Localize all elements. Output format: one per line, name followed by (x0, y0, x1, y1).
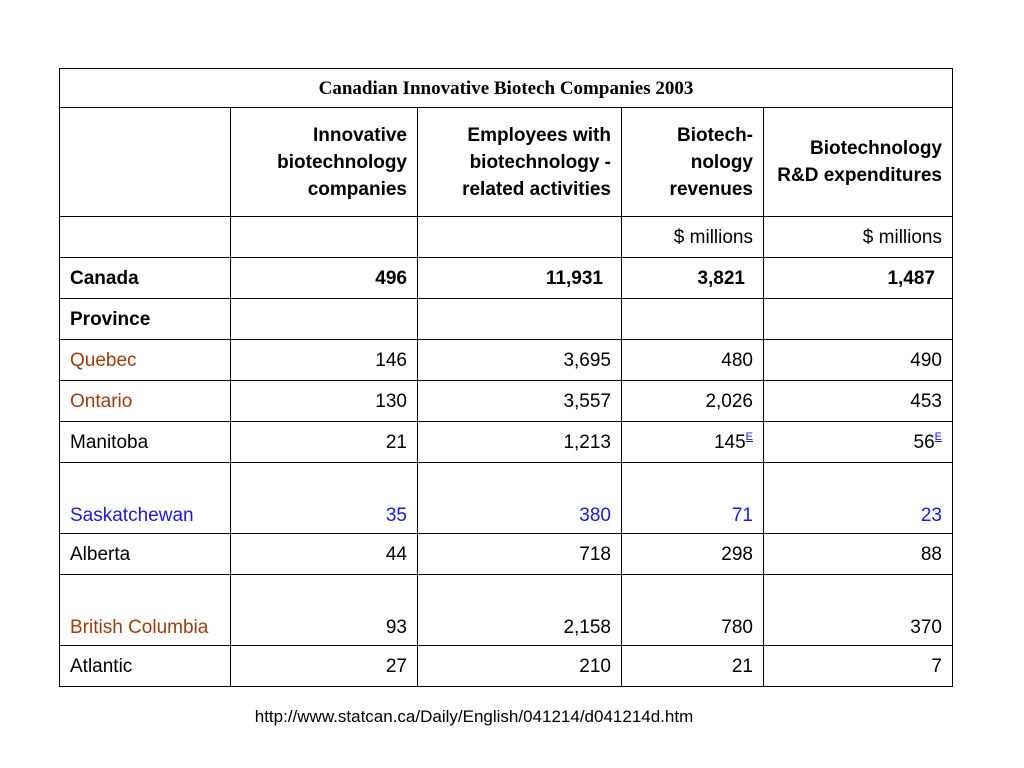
value-text: 56 (913, 431, 935, 453)
cell-revenues: 21 (622, 646, 764, 687)
header-rd-expenditures: Biotechnology R&D expenditures (764, 108, 953, 217)
cell-rd-expenditures: 23 (764, 463, 953, 534)
table-row (60, 422, 953, 463)
unit-rd-expenditures: $ millions (764, 217, 953, 258)
cell-companies: 496 (231, 258, 418, 299)
cell-revenues: 480 (622, 340, 764, 381)
cell-companies: 44 (231, 534, 418, 575)
cell-companies: 35 (231, 463, 418, 534)
row-label: Alberta (60, 534, 231, 575)
header-row (60, 108, 953, 217)
cell-employees: 11,931 (418, 258, 622, 299)
cell-revenues: 298 (622, 534, 764, 575)
source-url-line (0, 706, 1024, 728)
unit-cell (231, 217, 418, 258)
header-revenues: Biotech-nology revenues (622, 108, 764, 217)
empty-cell (622, 299, 764, 340)
cell-employees: 2,158 (418, 575, 622, 646)
estimate-flag-link[interactable]: E (934, 430, 942, 443)
cell-companies: 130 (231, 381, 418, 422)
cell-rd-expenditures: 370 (764, 575, 953, 646)
cell-revenues: 2,026 (622, 381, 764, 422)
table-row (60, 534, 953, 575)
header-empty (60, 108, 231, 217)
row-label: Saskatchewan (60, 463, 231, 534)
cell-employees: 380 (418, 463, 622, 534)
cell-companies: 21 (231, 422, 418, 463)
cell-rd-expenditures: 88 (764, 534, 953, 575)
row-label: Canada (60, 258, 231, 299)
province-heading: Province (60, 299, 231, 340)
empty-cell (764, 299, 953, 340)
unit-revenues: $ millions (622, 217, 764, 258)
table-row (60, 381, 953, 422)
table-row (60, 463, 953, 534)
source-url[interactable]: http://www.statcan.ca/Daily/English/041214/d041214d.htm (254, 707, 694, 726)
unit-cell (418, 217, 622, 258)
cell-companies: 146 (231, 340, 418, 381)
table-row (60, 646, 953, 687)
cell-companies: 93 (231, 575, 418, 646)
cell-rd-expenditures (764, 422, 953, 463)
row-label: Quebec (60, 340, 231, 381)
table-row (60, 575, 953, 646)
estimate-flag-link[interactable]: E (745, 430, 753, 443)
cell-revenues: 780 (622, 575, 764, 646)
title-row (60, 69, 953, 108)
cell-revenues: 3,821 (622, 258, 764, 299)
cell-companies: 27 (231, 646, 418, 687)
cell-employees: 3,695 (418, 340, 622, 381)
biotech-table (59, 68, 953, 687)
cell-rd-expenditures: 7 (764, 646, 953, 687)
cell-revenues (622, 422, 764, 463)
cell-employees: 210 (418, 646, 622, 687)
cell-employees: 3,557 (418, 381, 622, 422)
header-companies: Innovative biotechnology companies (231, 108, 418, 217)
empty-cell (418, 299, 622, 340)
cell-employees: 718 (418, 534, 622, 575)
province-heading-row (60, 299, 953, 340)
units-row (60, 217, 953, 258)
cell-rd-expenditures: 1,487 (764, 258, 953, 299)
cell-employees: 1,213 (418, 422, 622, 463)
row-label: British Columbia (60, 575, 231, 646)
row-label: Atlantic (60, 646, 231, 687)
cell-rd-expenditures: 490 (764, 340, 953, 381)
value-text: 145 (713, 431, 746, 453)
table-row (60, 340, 953, 381)
table-title: Canadian Innovative Biotech Companies 2003 (60, 69, 953, 108)
unit-cell (60, 217, 231, 258)
cell-revenues: 71 (622, 463, 764, 534)
row-label: Manitoba (60, 422, 231, 463)
row-label: Ontario (60, 381, 231, 422)
header-employees: Employees with biotechnology -related activities (418, 108, 622, 217)
canada-row (60, 258, 953, 299)
empty-cell (231, 299, 418, 340)
cell-rd-expenditures: 453 (764, 381, 953, 422)
